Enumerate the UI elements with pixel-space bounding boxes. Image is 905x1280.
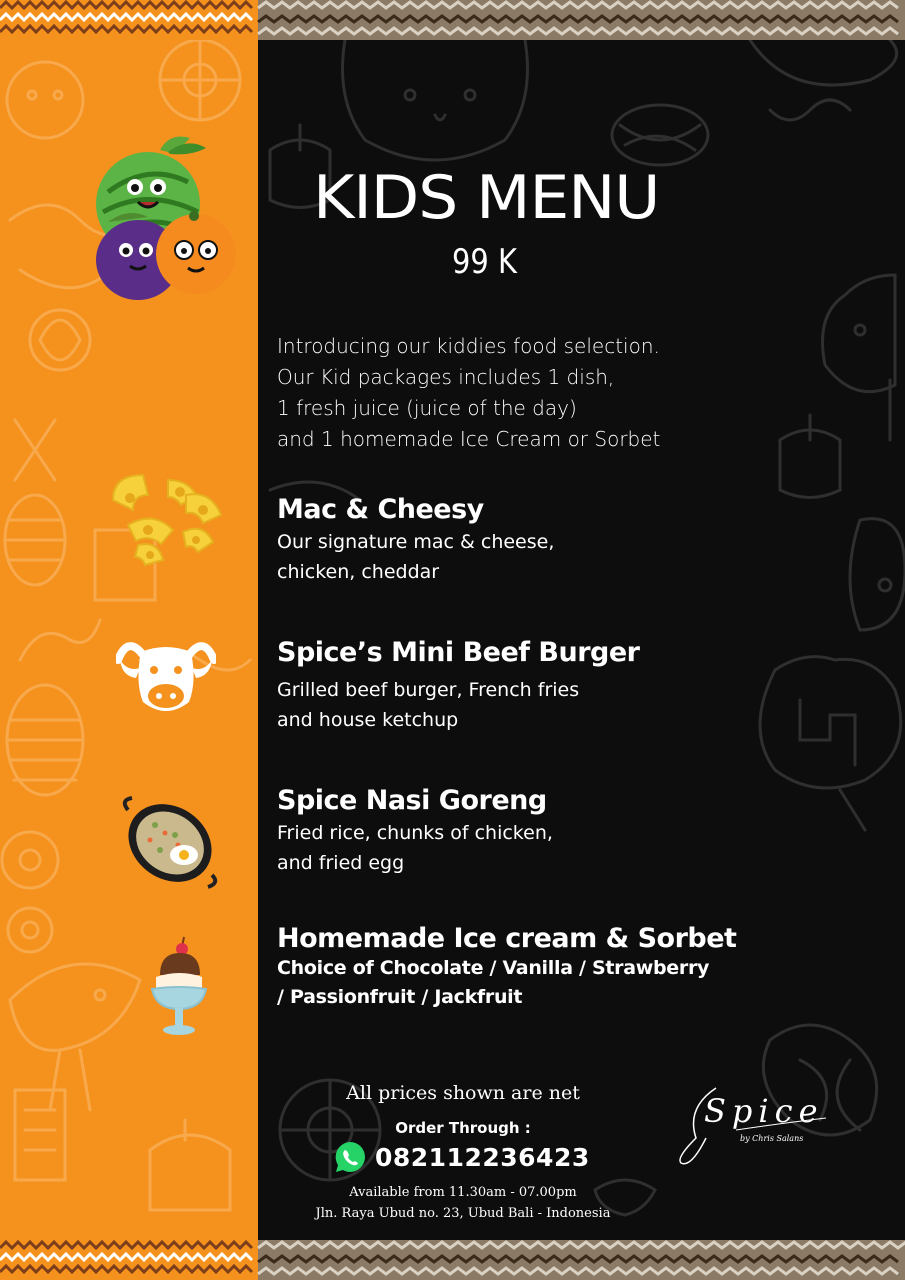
intro-text [277,331,757,455]
ice-cream-sundae-icon [146,935,212,1040]
fried-rice-pan-icon [120,795,220,890]
menu-item-mac-cheesy [277,494,554,587]
intro-line: Introducing our kiddies food selection. [277,334,660,358]
order-through-label: Order Through : [395,1119,531,1137]
phone-row[interactable] [333,1140,590,1174]
spice-logo [676,1078,836,1173]
whatsapp-icon [333,1140,367,1174]
item-description: Our signature mac & cheese, [277,531,555,554]
logo-word: Spice [704,1092,824,1130]
item-name: Homemade Ice cream & Sorbet [277,923,737,954]
item-description: Fried rice, chunks of chicken, [277,822,553,845]
menu-price: 99 K [452,242,517,282]
zigzag-border-bottom [0,1240,905,1280]
fruit-characters-icon [88,132,248,307]
phone-number[interactable]: 082112236423 [375,1142,590,1172]
item-name: Mac & Cheesy [277,494,484,525]
menu-item-mini-beef-burger [277,637,640,735]
macaroni-icon [108,470,233,570]
item-description: and house ketchup [277,709,459,732]
intro-line: and 1 homemade Ice Cream or Sorbet [277,427,661,451]
menu-title: KIDS MENU [313,163,660,233]
intro-line: 1 fresh juice (juice of the day) [277,396,577,420]
menu-item-ice-cream-sorbet [277,923,736,1012]
restaurant-address: Jln. Raya Ubud no. 23, Ubud Bali - Indonesia [315,1206,611,1221]
item-description: and fried egg [277,852,405,875]
item-description: Choice of Chocolate / Vanilla / Strawberry [277,957,710,980]
prices-net-note: All prices shown are net [346,1082,580,1104]
availability-hours: Available from 11.30am - 07.00pm [349,1185,577,1200]
item-description: Grilled beef burger, French fries [277,679,580,702]
zigzag-border-top [0,0,905,40]
cow-head-icon [116,630,216,720]
item-name: Spice Nasi Goreng [277,785,547,816]
logo-subtitle: by Chris Salans [740,1134,804,1143]
item-description: chicken, cheddar [277,561,440,584]
intro-line: Our Kid packages includes 1 dish, [277,365,615,389]
item-description: / Passionfruit / Jackfruit [277,986,523,1009]
item-name: Spice’s Mini Beef Burger [277,637,640,668]
menu-item-nasi-goreng [277,785,553,878]
